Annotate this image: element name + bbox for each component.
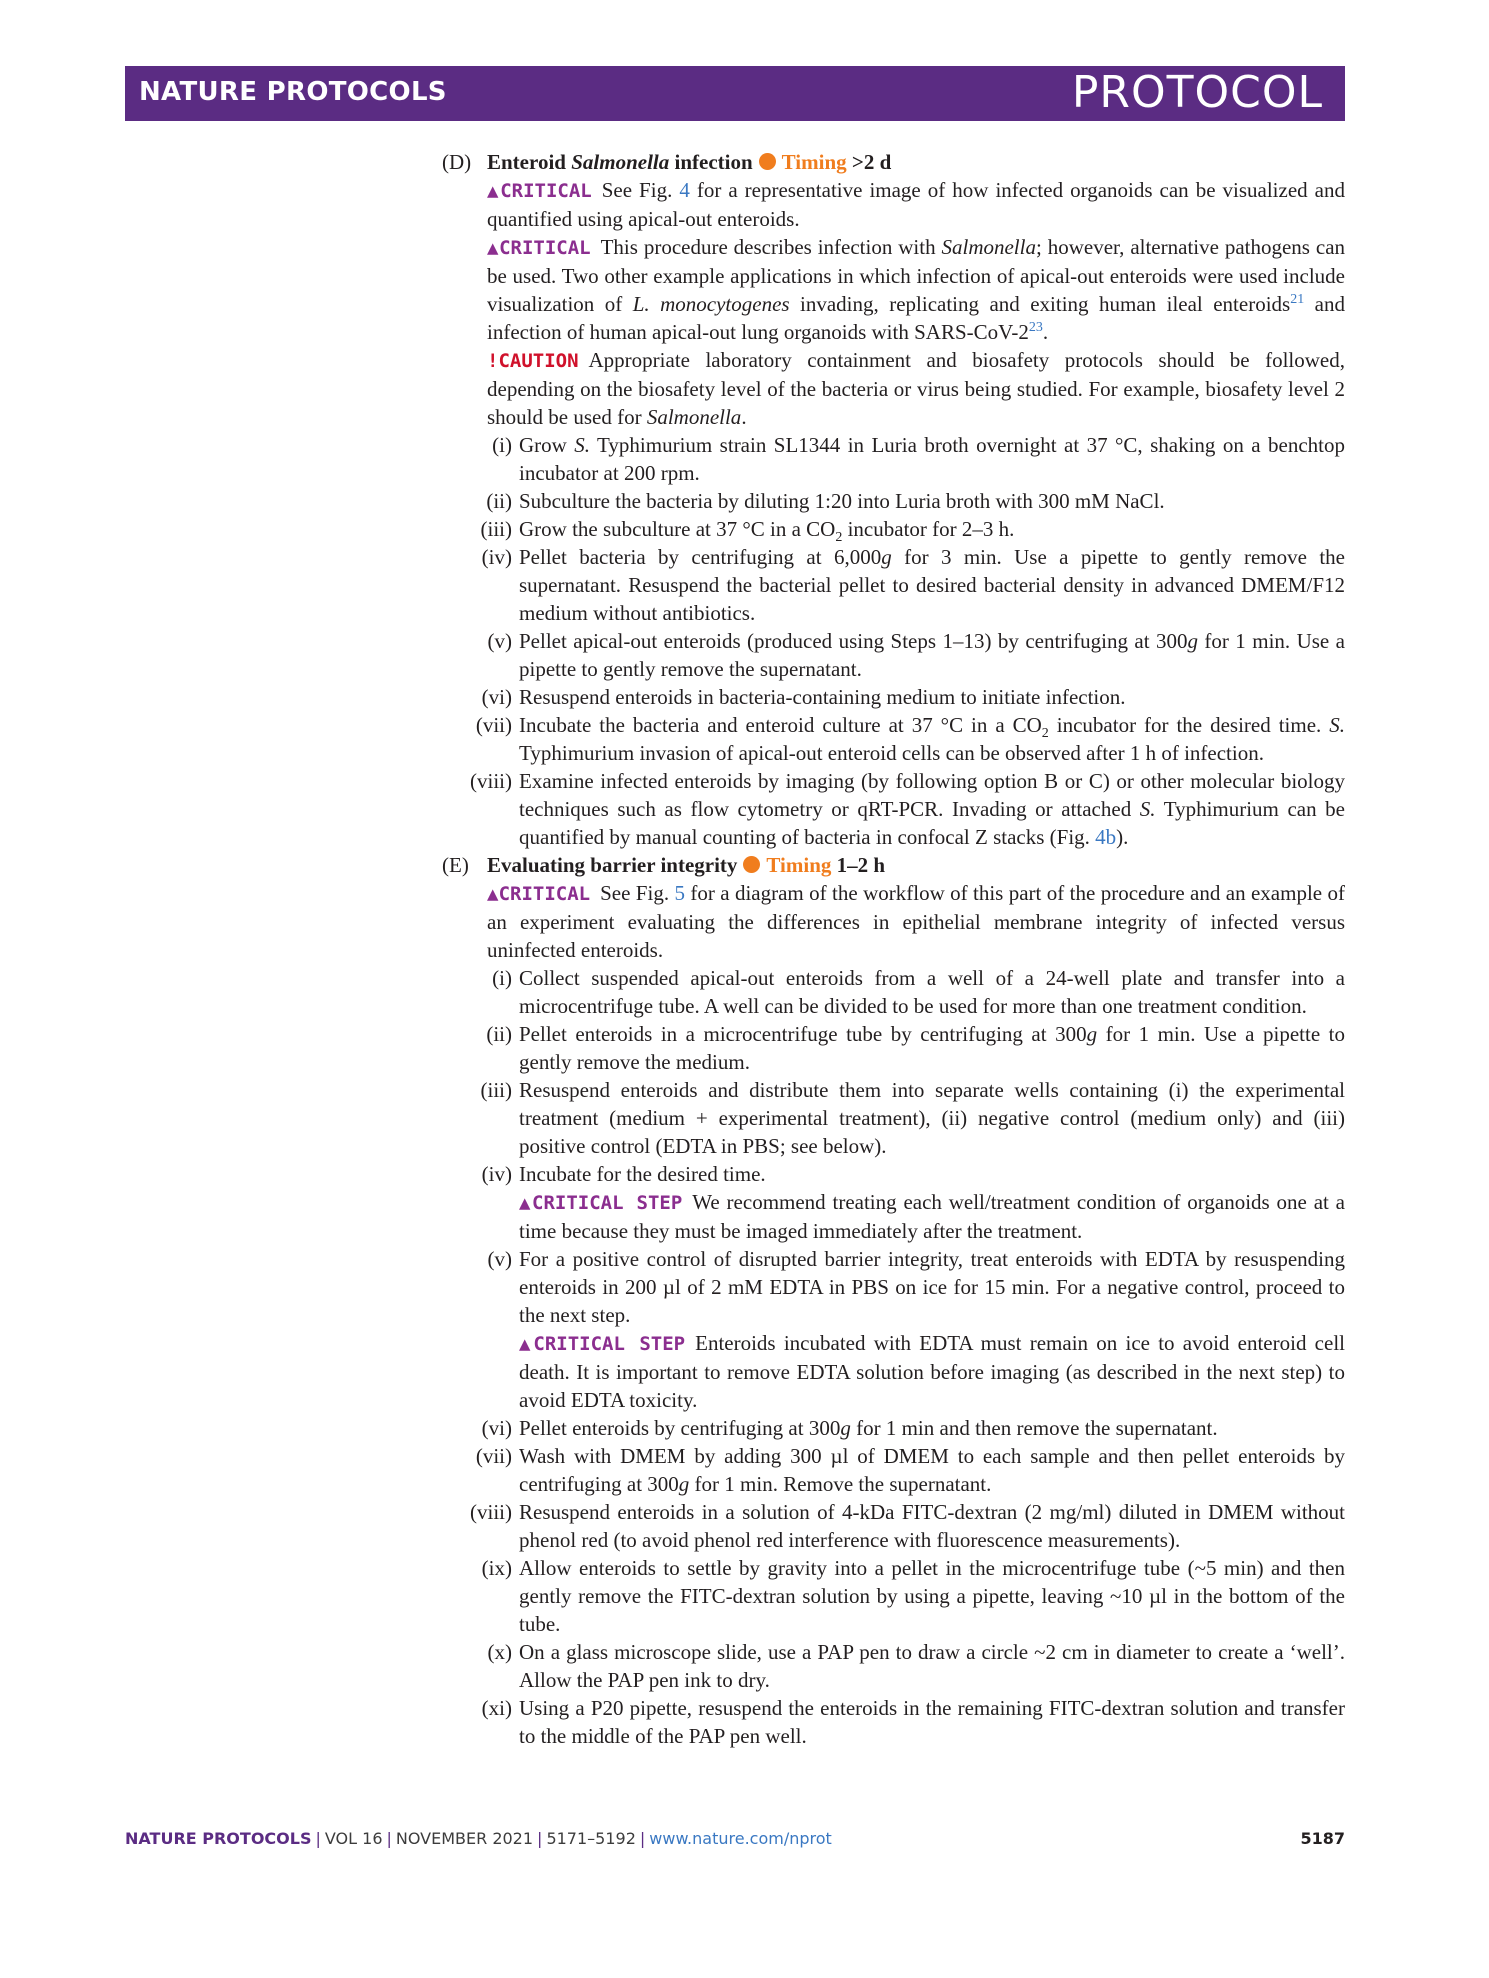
timing-dot-icon bbox=[743, 856, 760, 873]
section-letter: (E) bbox=[442, 853, 469, 877]
step-item: (vii) Wash with DMEM by adding 300 µl of DMEM to each sample and then pellet enteroids by centrifuging at 300g for 1 min. Remove the supernatant. bbox=[430, 1442, 1345, 1498]
step-number: (x) bbox=[487, 1640, 512, 1664]
step-number: (v) bbox=[487, 1247, 512, 1271]
step-item: (iv) Pellet bacteria by centrifuging at 6,000g for 3 min. Use a pipette to gently remove the supernatant. Resuspend the bacterial pellet to desired bacterial density in advanced DMEM/F12 medium without antibiotics. bbox=[430, 543, 1345, 627]
timing-dot-icon bbox=[759, 153, 776, 170]
step-number: (iv) bbox=[481, 1162, 512, 1186]
step-number: (viii) bbox=[470, 1500, 512, 1524]
critical-step-label: ▲CRITICAL STEP bbox=[519, 1333, 686, 1355]
step-item: (iv) Incubate for the desired time. bbox=[430, 1160, 1345, 1188]
step-number: (ii) bbox=[486, 489, 512, 513]
step-number: (viii) bbox=[470, 769, 512, 793]
step-item: (xi) Using a P20 pipette, resuspend the enteroids in the remaining FITC-dextran solution and transfer to the middle of the PAP pen well. bbox=[430, 1694, 1345, 1750]
step-number: (vii) bbox=[475, 1444, 512, 1468]
step-number: (iii) bbox=[480, 517, 512, 541]
footer-date: NOVEMBER 2021 bbox=[395, 1829, 534, 1848]
step-item: (v) Pellet apical-out enteroids (produced using Steps 1–13) by centrifuging at 300g for 1 min. Use a pipette to gently remove the supernatant. bbox=[430, 627, 1345, 683]
footer-url-link[interactable]: www.nature.com/nprot bbox=[649, 1829, 832, 1848]
timing-label: Timing bbox=[766, 853, 832, 877]
step-number: (iv) bbox=[481, 545, 512, 569]
footer-journal: NATURE PROTOCOLS bbox=[125, 1829, 312, 1848]
section-letter: (D) bbox=[442, 150, 472, 174]
step-number: (ix) bbox=[481, 1556, 512, 1580]
step-item: (vi) Pellet enteroids by centrifuging at 300g for 1 min and then remove the supernatant. bbox=[430, 1414, 1345, 1442]
section-title: Evaluating barrier integrity bbox=[487, 853, 738, 877]
critical-label: ▲CRITICAL bbox=[487, 237, 591, 259]
step-number: (v) bbox=[487, 629, 512, 653]
timing-label: Timing bbox=[781, 150, 847, 174]
step-item: (viii) Examine infected enteroids by imaging (by following option B or C) or other molecular biology techniques such as flow cytometry or qRT-PCR. Invading or attached S. Typhimurium can be quantified by manual counting of bacteria in confocal Z stacks (Fig. 4b). bbox=[430, 767, 1345, 851]
critical-note: ▲CRITICAL See Fig. 5 for a diagram of the workflow of this part of the procedure and an example of an experiment evaluating the differences in epithelial membrane integrity of infected versus uninfected enteroids. bbox=[487, 881, 1345, 962]
step-item: (ix) Allow enteroids to settle by gravity into a pellet in the microcentrifuge tube (~5 min) and then gently remove the FITC-dextran solution by using a pipette, leaving ~10 µl in the bottom of the tube. bbox=[430, 1554, 1345, 1638]
critical-step-label: ▲CRITICAL STEP bbox=[519, 1192, 683, 1214]
critical-label: ▲CRITICAL bbox=[487, 180, 592, 202]
step-item: (i) Collect suspended apical-out enteroids from a well of a 24-well plate and transfer into a microcentrifuge tube. A well can be divided to be used for more than one treatment condition. bbox=[430, 964, 1345, 1020]
critical-step-note: ▲CRITICAL STEP We recommend treating each well/treatment condition of organoids one at a time because they must be imaged immediately after the treatment. bbox=[519, 1190, 1345, 1243]
step-number: (vi) bbox=[481, 1416, 512, 1440]
step-number: (ii) bbox=[486, 1022, 512, 1046]
step-item: (i) Grow S. Typhimurium strain SL1344 in Luria broth overnight at 37 °C, shaking on a benchtop incubator at 200 rpm. bbox=[430, 431, 1345, 487]
journal-name: NATURE PROTOCOLS bbox=[139, 77, 447, 107]
caution-note: !CAUTION Appropriate laboratory containment and biosafety protocols should be followed, depending on the biosafety level of the bacteria or virus being studied. For example, biosafety level 2 should be used for Salmonella. bbox=[487, 348, 1345, 429]
timing-value: >2 d bbox=[851, 150, 892, 174]
journal-banner bbox=[125, 66, 1345, 121]
reference-link[interactable]: 21 bbox=[1290, 292, 1305, 307]
step-item: (viii) Resuspend enteroids in a solution of 4-kDa FITC-dextran (2 mg/ml) diluted in DMEM without phenol red (to avoid phenol red interference with fluorescence measurements). bbox=[430, 1498, 1345, 1554]
figure-link[interactable]: 4b bbox=[1095, 825, 1117, 849]
step-item: (ii) Pellet enteroids in a microcentrifuge tube by centrifuging at 300g for 1 min. Use a pipette to gently remove the medium. bbox=[430, 1020, 1345, 1076]
footer-volume: VOL 16 bbox=[324, 1829, 383, 1848]
article-type: PROTOCOL bbox=[1071, 67, 1323, 118]
critical-note: ▲CRITICAL See Fig. 4 for a representative image of how infected organoids can be visualized and quantified using apical-out enteroids. bbox=[487, 178, 1345, 231]
figure-link[interactable]: 4 bbox=[679, 178, 690, 202]
step-number: (i) bbox=[492, 433, 512, 457]
step-number: (iii) bbox=[480, 1078, 512, 1102]
step-item: (vi) Resuspend enteroids in bacteria-containing medium to initiate infection. bbox=[430, 683, 1345, 711]
step-item: (ii) Subculture the bacteria by diluting 1:20 into Luria broth with 300 mM NaCl. bbox=[430, 487, 1345, 515]
reference-link[interactable]: 23 bbox=[1028, 320, 1043, 335]
step-number: (xi) bbox=[481, 1696, 512, 1720]
timing-value: 1–2 h bbox=[836, 853, 886, 877]
section-e-heading bbox=[430, 851, 1345, 879]
section-d-heading bbox=[430, 148, 1345, 176]
footer-pages: 5171–5192 bbox=[546, 1829, 636, 1848]
caution-label: !CAUTION bbox=[487, 350, 579, 372]
footer-citation: NATURE PROTOCOLS | VOL 16 | NOVEMBER 2021 | 5171–5192 | www.nature.com/nprot bbox=[125, 1829, 832, 1848]
step-item: (iii) Resuspend enteroids and distribute them into separate wells containing (i) the experimental treatment (medium + experimental treatment), (ii) negative control (medium only) and (iii) positive control (EDTA in PBS; see below). bbox=[430, 1076, 1345, 1160]
step-item: (iii) Grow the subculture at 37 °C in a $CO_2$ incubator for 2–3 h. bbox=[430, 515, 1345, 543]
step-item: (vii) Incubate the bacteria and enteroid culture at 37 °C in a $CO_2$ incubator for the desired time. S. Typhimurium invasion of apical-out enteroid cells can be observed after 1 h of infection. bbox=[430, 711, 1345, 767]
step-number: (vi) bbox=[481, 685, 512, 709]
critical-note: ▲CRITICAL This procedure describes infection with Salmonella; however, alternative pathogens can be used. Two other example applications in which infection of apical-out enteroids were used include visualization of L. monocytogenes invading, replicating and exiting human ileal enteroids$^{21}$ and infection of human apical-out lung organoids with SARS-$CoV-2^{23}$. bbox=[487, 235, 1346, 344]
figure-link[interactable]: 5 bbox=[674, 881, 685, 905]
critical-label: ▲CRITICAL bbox=[487, 883, 591, 905]
main-content bbox=[430, 148, 1345, 1750]
step-number: (vii) bbox=[475, 713, 512, 737]
step-number: (i) bbox=[492, 966, 512, 990]
step-item: (x) On a glass microscope slide, use a PAP pen to draw a circle ~2 cm in diameter to create a ‘well’. Allow the PAP pen ink to dry. bbox=[430, 1638, 1345, 1694]
page-number: 5187 bbox=[1300, 1829, 1345, 1848]
section-title: Enteroid Salmonella infection bbox=[487, 150, 753, 174]
step-item: (v) For a positive control of disrupted barrier integrity, treat enteroids with EDTA by resuspending enteroids in 200 µl of 2 mM EDTA in PBS on ice for 15 min. For a negative control, proceed to the next step. bbox=[430, 1245, 1345, 1329]
critical-step-note: ▲CRITICAL STEP Enteroids incubated with EDTA must remain on ice to avoid enteroid cell death. It is important to remove EDTA solution before imaging (as described in the next step) to avoid EDTA toxicity. bbox=[519, 1331, 1345, 1412]
